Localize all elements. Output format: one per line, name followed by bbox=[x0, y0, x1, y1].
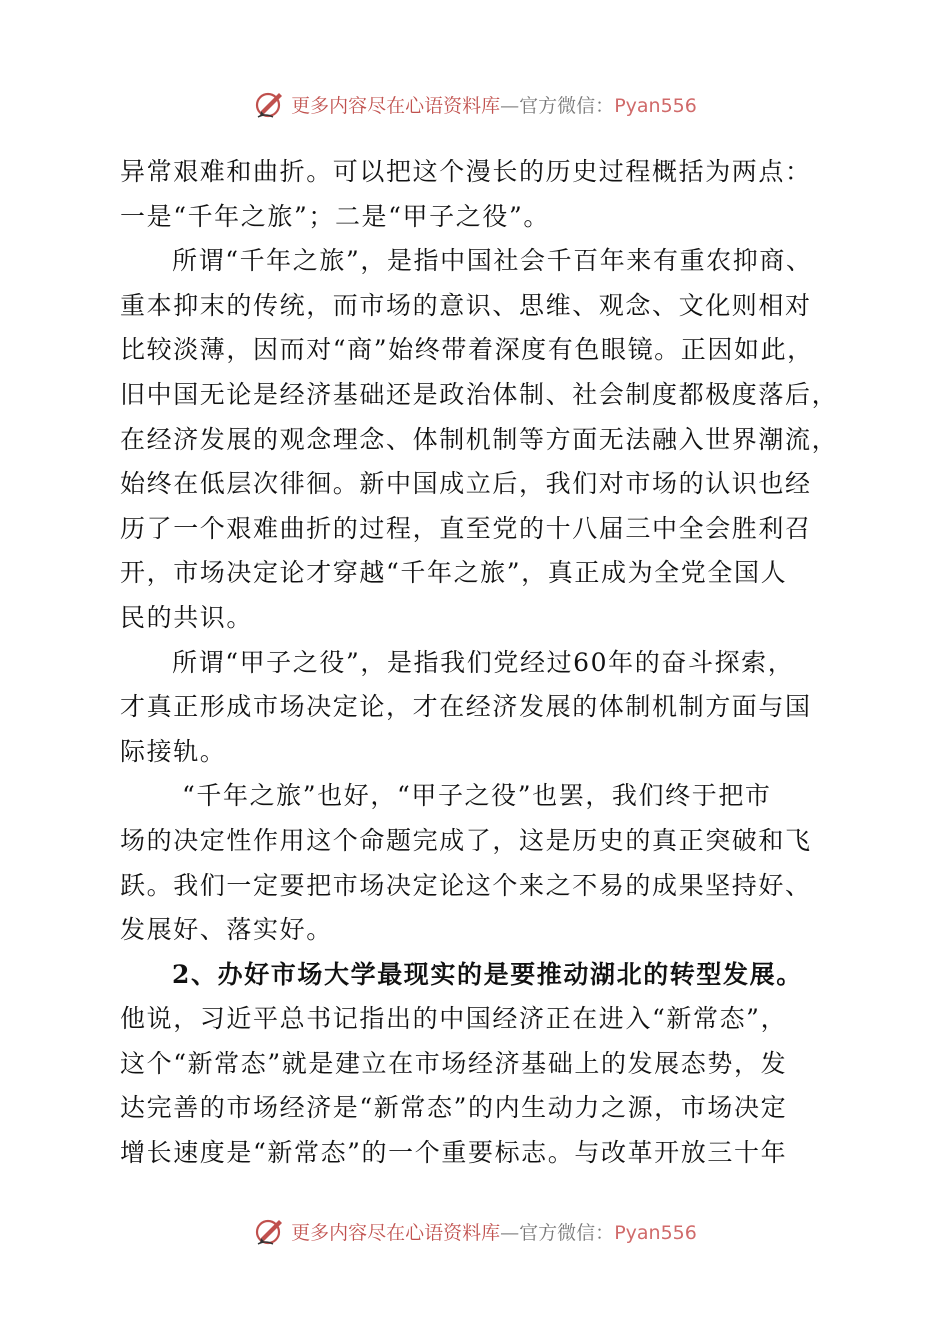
body-line: 场的决定性作用这个命题完成了，这是历史的真正突破和飞 bbox=[120, 825, 812, 855]
body-line: 才真正形成市场决定论，才在经济发展的体制机制方面与国 bbox=[120, 692, 812, 722]
body-line: 所谓“千年之旅”，是指中国社会千百年来有重农抑商、 bbox=[172, 246, 813, 276]
body-line: 旧中国无论是经济基础还是政治体制、社会制度都极度落后， bbox=[120, 379, 839, 409]
body-line: 一是“千年之旅”；二是“甲子之役”。 bbox=[120, 201, 550, 231]
body-line: 比较淡薄，因而对“商”始终带着深度有色眼镜。正因如此， bbox=[120, 335, 814, 365]
document-body bbox=[120, 150, 839, 1176]
footer-text bbox=[291, 1218, 697, 1245]
footer-banner bbox=[0, 1211, 950, 1251]
body-line: 历了一个艰难曲折的过程，直至党的十八届三中全会胜利召 bbox=[120, 513, 812, 543]
body-line: 发展好、落实好。 bbox=[120, 915, 333, 945]
body-line: 他说，习近平总书记指出的中国经济正在进入“新常态”， bbox=[120, 1004, 788, 1034]
header-banner bbox=[0, 84, 950, 124]
footer-brand: 更多内容尽在心语资料库 bbox=[291, 1221, 501, 1244]
body-line: “千年之旅”也好，“甲子之役”也罢，我们终于把市 bbox=[182, 781, 772, 811]
quill-pen-logo-icon bbox=[253, 87, 287, 121]
body-line: 际接轨。 bbox=[120, 736, 227, 766]
quill-pen-logo-icon bbox=[253, 1214, 287, 1248]
header-brand: 更多内容尽在心语资料库 bbox=[291, 94, 501, 117]
body-line: 异常艰难和曲折。可以把这个漫长的历史过程概括为两点： bbox=[120, 157, 812, 186]
body-line: 所谓“甲子之役”，是指我们党经过60年的奋斗探索， bbox=[172, 647, 795, 677]
body-line: 开，市场决定论才穿越“千年之旅”，真正成为全党全国人 bbox=[120, 558, 788, 588]
header-wechat-id: Pyan556 bbox=[614, 94, 697, 117]
footer-separator: — bbox=[500, 1221, 520, 1244]
header-wechat-label: 官方微信： bbox=[519, 94, 615, 117]
header-separator: — bbox=[500, 94, 520, 117]
body-line: 民的共识。 bbox=[120, 602, 254, 632]
body-line: 重本抑末的传统，而市场的意识、思维、观念、文化则相对 bbox=[120, 290, 812, 320]
footer-wechat-id: Pyan556 bbox=[614, 1221, 697, 1244]
body-line: 达完善的市场经济是“新常态”的内生动力之源，市场决定 bbox=[120, 1093, 788, 1123]
body-line: 增长速度是“新常态”的一个重要标志。与改革开放三十年 bbox=[120, 1138, 788, 1168]
body-line: 始终在低层次徘徊。新中国成立后，我们对市场的认识也经 bbox=[120, 469, 812, 499]
section-heading: 2、办好市场大学最现实的是要推动湖北的转型发展。 bbox=[172, 959, 803, 989]
header-text bbox=[291, 91, 697, 118]
footer-wechat-label: 官方微信： bbox=[519, 1221, 615, 1244]
body-line: 这个“新常态”就是建立在市场经济基础上的发展态势，发 bbox=[120, 1048, 788, 1078]
body-line: 在经济发展的观念理念、体制机制等方面无法融入世界潮流， bbox=[120, 424, 839, 454]
body-line: 跃。我们一定要把市场决定论这个来之不易的成果坚持好、 bbox=[120, 870, 812, 900]
